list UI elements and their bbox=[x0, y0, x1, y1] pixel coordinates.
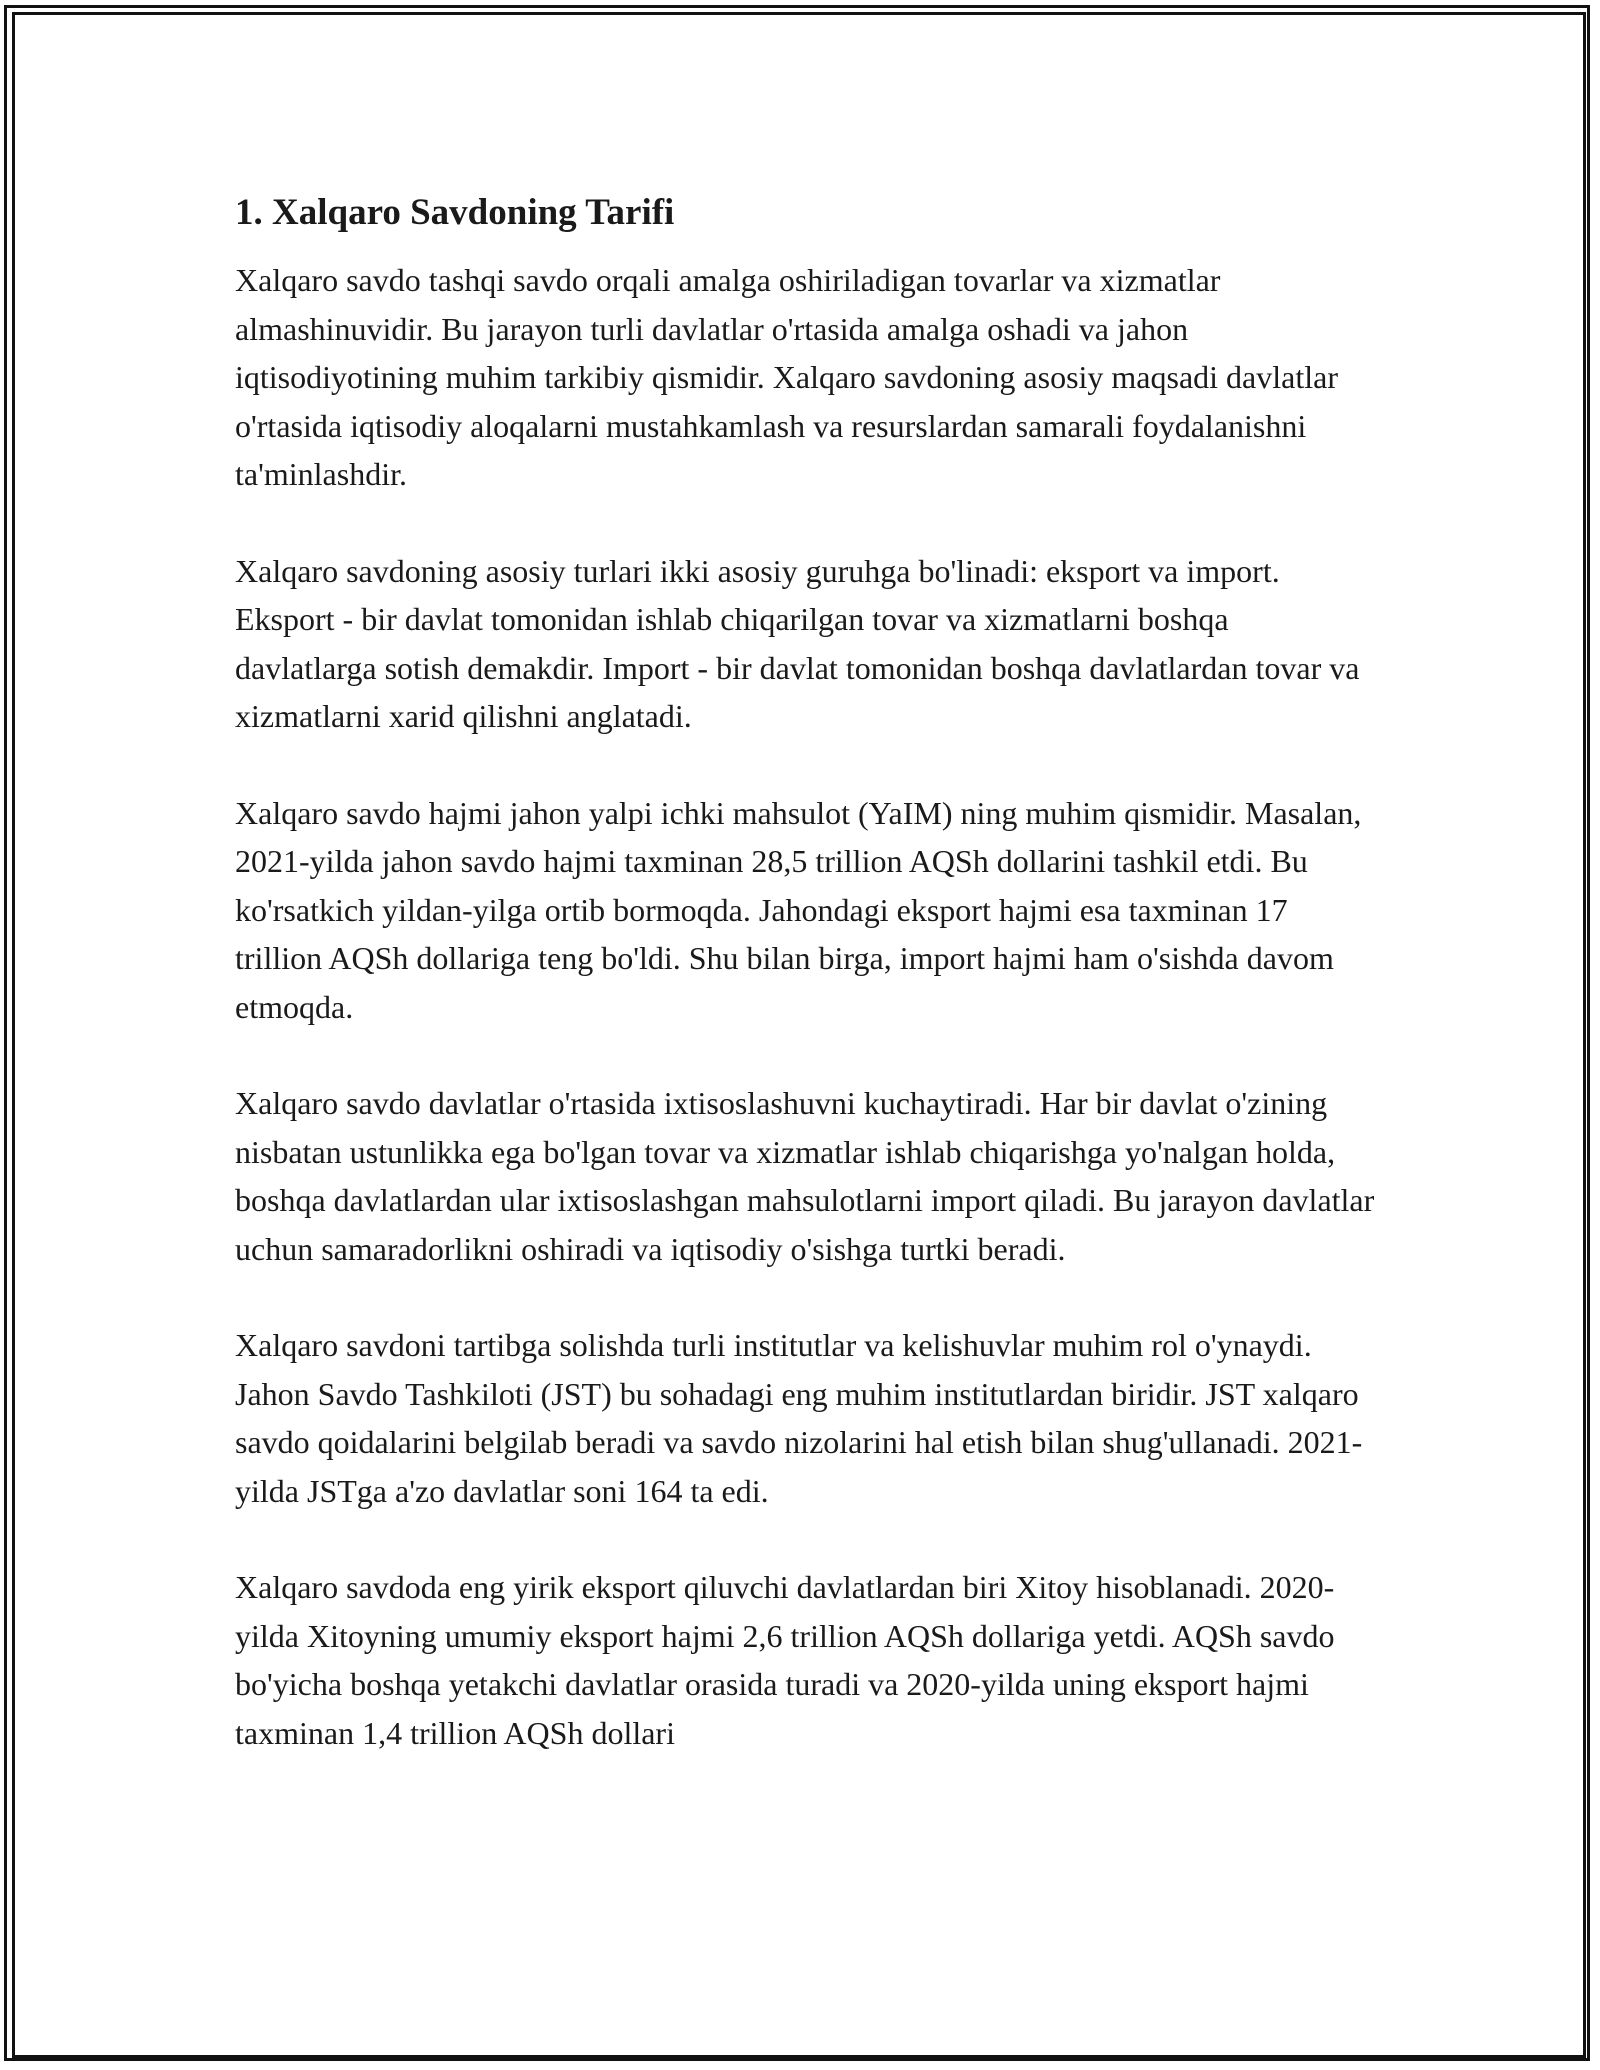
paragraph-definition: Xalqaro savdo tashqi savdo orqali amalga oshiriladigan tovarlar va xizmatlar almashinuvidir. Bu jarayon turli davlatlar o'rtasida amalga oshadi va jahon iqtisodiyotining muhim tarkibiy qismidir. Xalqaro savdoning asosiy maqsadi davlatlar o'rtasida iqtisodiy aloqalarni mustahkamlash va resurslardan samarali foydalanishni ta'minlashdir. bbox=[235, 262, 1338, 492]
document-body bbox=[235, 188, 1375, 1805]
paragraph-institutions: Xalqaro savdoni tartibga solishda turli institutlar va kelishuvlar muhim rol o'ynaydi. Jahon Savdo Tashkiloti (JST) bu sohadagi eng muhim institutlardan biridir. JST xalqaro savdo qoidalarini belgilab beradi va savdo nizolarini hal etish bilan shug'ullanadi. 2021-yilda JSTga a'zo davlatlar soni 164 ta edi. bbox=[235, 1327, 1363, 1509]
paragraph-top-exporters: Xalqaro savdoda eng yirik eksport qiluvchi davlatlardan biri Xitoy hisoblanadi. 2020-yilda Xitoyning umumiy eksport hajmi 2,6 trillion AQSh dollariga yetdi. AQSh savdo bo'yicha boshqa yetakchi davlatlar orasida turadi va 2020-yilda uning eksport hajmi taxminan 1,4 trillion AQSh dollari bbox=[235, 1569, 1335, 1751]
paragraph-trade-volume: Xalqaro savdo hajmi jahon yalpi ichki mahsulot (YaIM) ning muhim qismidir. Masalan, 2021-yilda jahon savdo hajmi taxminan 28,5 trillion AQSh dollarini tashkil etdi. Bu ko'rsatkich yildan-yilga ortib bormoqda. Jahondagi eksport hajmi esa taxminan 17 trillion AQSh dollariga teng bo'ldi. Shu bilan birga, import hajmi ham o'sishda davom etmoqda. bbox=[235, 794, 1362, 1025]
paragraph-trade-types: Xalqaro savdoning asosiy turlari ikki asosiy guruhga bo'linadi: eksport va import. Eksport - bir davlat tomonidan ishlab chiqarilgan tovar va xizmatlarni boshqa davlatlarga sotish demakdir. Import - bir davlat tomonidan boshqa davlatlardan tovar va xizmatlarni xarid qilishni anglatadi. bbox=[235, 552, 1360, 734]
section-heading: 1. Xalqaro Savdoning Tarifi bbox=[235, 192, 675, 233]
paragraph-specialization: Xalqaro savdo davlatlar o'rtasida ixtisoslashuvni kuchaytiradi. Har bir davlat o'zining nisbatan ustunlikka ega bo'lgan tovar va xizmatlar ishlab chiqarishga yo'nalgan holda, boshqa davlatlardan ular ixtisoslashgan mahsulotlarni import qiladi. Bu jarayon davlatlar uchun samaradorlikni oshiradi va iqtisodiy o'sishga turtki beradi. bbox=[235, 1085, 1375, 1267]
